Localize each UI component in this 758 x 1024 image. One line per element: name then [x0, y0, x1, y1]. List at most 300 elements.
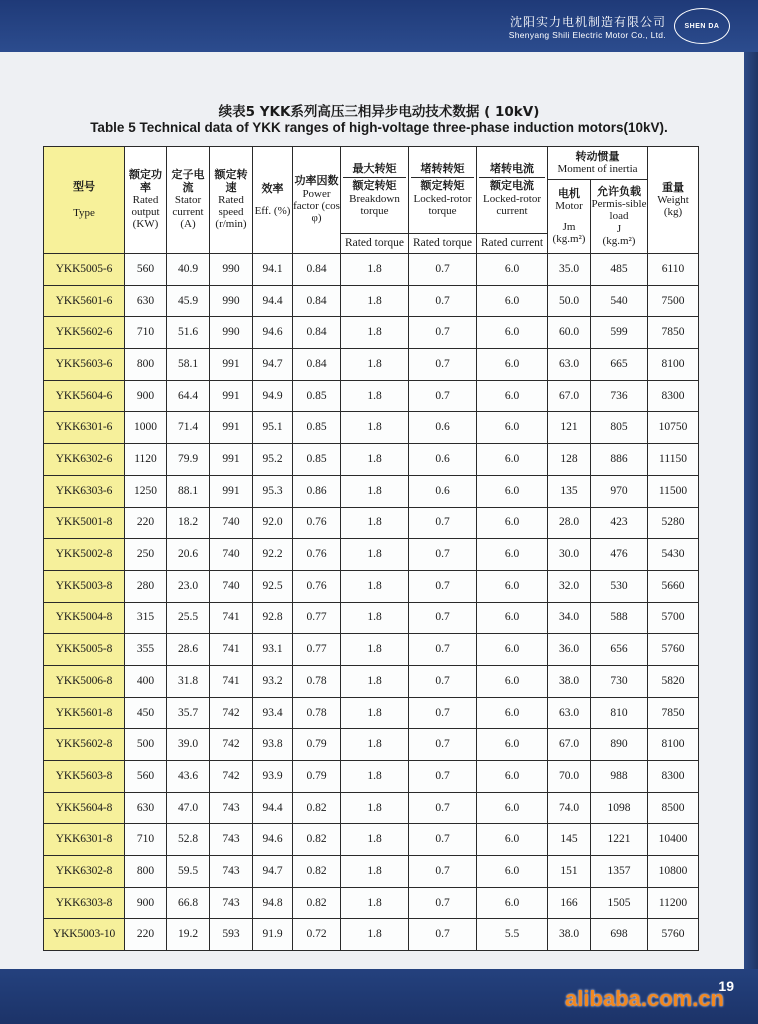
- cell-model: YKK5603-6: [44, 349, 125, 381]
- table-row: [44, 349, 699, 381]
- cell-power-factor: 0.72: [293, 919, 341, 951]
- cell-locked-rotor-current: 6.0: [477, 761, 548, 793]
- cell-weight: 7500: [648, 285, 699, 317]
- cell-locked-rotor-current: 6.0: [477, 507, 548, 539]
- cell-efficiency: 94.4: [253, 792, 293, 824]
- cell-locked-rotor-torque: 0.7: [409, 602, 477, 634]
- cell-stator-current: 35.7: [167, 697, 210, 729]
- cell-motor-inertia: 74.0: [548, 792, 591, 824]
- header-locked-current-rated: Rated current: [477, 234, 548, 254]
- cell-breakdown-torque: 1.8: [341, 285, 409, 317]
- cell-efficiency: 94.4: [253, 285, 293, 317]
- cell-model: YKK6301-8: [44, 824, 125, 856]
- cell-rated-output: 900: [125, 887, 167, 919]
- cell-breakdown-torque: 1.8: [341, 444, 409, 476]
- cell-power-factor: 0.82: [293, 824, 341, 856]
- cell-locked-rotor-current: 6.0: [477, 665, 548, 697]
- cell-locked-rotor-torque: 0.7: [409, 349, 477, 381]
- table-row: [44, 444, 699, 476]
- cell-power-factor: 0.84: [293, 254, 341, 286]
- cell-weight: 5820: [648, 665, 699, 697]
- cell-rated-output: 400: [125, 665, 167, 697]
- watermark: alibaba.com.cn: [565, 986, 724, 1011]
- cell-efficiency: 91.9: [253, 919, 293, 951]
- cell-rated-speed: 743: [210, 887, 253, 919]
- cell-weight: 10800: [648, 856, 699, 888]
- cell-rated-speed: 743: [210, 824, 253, 856]
- cell-model: YKK5005-6: [44, 254, 125, 286]
- table-row: [44, 856, 699, 888]
- cell-rated-speed: 991: [210, 380, 253, 412]
- cell-efficiency: 93.4: [253, 697, 293, 729]
- cell-stator-current: 79.9: [167, 444, 210, 476]
- cell-efficiency: 94.7: [253, 349, 293, 381]
- cell-locked-rotor-current: 6.0: [477, 444, 548, 476]
- cell-weight: 5700: [648, 602, 699, 634]
- cell-rated-output: 710: [125, 317, 167, 349]
- table-row: [44, 285, 699, 317]
- cell-motor-inertia: 166: [548, 887, 591, 919]
- cell-permissible-load: 1221: [591, 824, 648, 856]
- cell-stator-current: 28.6: [167, 634, 210, 666]
- company-name-en: Shenyang Shili Electric Motor Co., Ltd.: [508, 30, 666, 40]
- company-logo: SHEN DA: [674, 8, 730, 44]
- cell-model: YKK5001-8: [44, 507, 125, 539]
- cell-rated-speed: 741: [210, 602, 253, 634]
- cell-locked-rotor-torque: 0.7: [409, 856, 477, 888]
- table-row: [44, 602, 699, 634]
- table-row: [44, 919, 699, 951]
- cell-weight: 8100: [648, 729, 699, 761]
- cell-model: YKK6302-8: [44, 856, 125, 888]
- cell-locked-rotor-current: 6.0: [477, 729, 548, 761]
- cell-weight: 10400: [648, 824, 699, 856]
- cell-efficiency: 94.9: [253, 380, 293, 412]
- technical-data-table: [43, 146, 699, 951]
- cell-motor-inertia: 63.0: [548, 349, 591, 381]
- cell-power-factor: 0.76: [293, 570, 341, 602]
- cell-permissible-load: 485: [591, 254, 648, 286]
- cell-model: YKK5003-8: [44, 570, 125, 602]
- cell-rated-speed: 740: [210, 539, 253, 571]
- cell-locked-rotor-current: 6.0: [477, 254, 548, 286]
- cell-power-factor: 0.77: [293, 634, 341, 666]
- header-locked-rotor-current: 堵转电流 额定电流 Locked-rotor current: [477, 147, 548, 234]
- cell-locked-rotor-current: 6.0: [477, 602, 548, 634]
- cell-rated-output: 1120: [125, 444, 167, 476]
- cell-stator-current: 39.0: [167, 729, 210, 761]
- cell-efficiency: 94.6: [253, 317, 293, 349]
- cell-model: YKK6302-6: [44, 444, 125, 476]
- cell-stator-current: 20.6: [167, 539, 210, 571]
- header-power-factor: 功率因数 Power factor (cos φ): [293, 147, 341, 254]
- table-row: [44, 539, 699, 571]
- table-row: [44, 475, 699, 507]
- cell-permissible-load: 810: [591, 697, 648, 729]
- cell-rated-speed: 990: [210, 254, 253, 286]
- table-row: [44, 665, 699, 697]
- cell-efficiency: 93.8: [253, 729, 293, 761]
- cell-breakdown-torque: 1.8: [341, 412, 409, 444]
- cell-efficiency: 93.9: [253, 761, 293, 793]
- cell-locked-rotor-current: 6.0: [477, 412, 548, 444]
- cell-model: YKK5601-6: [44, 285, 125, 317]
- cell-weight: 11500: [648, 475, 699, 507]
- cell-permissible-load: 1505: [591, 887, 648, 919]
- cell-motor-inertia: 34.0: [548, 602, 591, 634]
- cell-power-factor: 0.86: [293, 475, 341, 507]
- cell-locked-rotor-torque: 0.7: [409, 380, 477, 412]
- cell-locked-rotor-current: 6.0: [477, 317, 548, 349]
- cell-stator-current: 66.8: [167, 887, 210, 919]
- cell-breakdown-torque: 1.8: [341, 887, 409, 919]
- cell-rated-speed: 743: [210, 856, 253, 888]
- header-efficiency: 效率 Eff. (%): [253, 147, 293, 254]
- cell-model: YKK6303-8: [44, 887, 125, 919]
- table-row: [44, 761, 699, 793]
- cell-power-factor: 0.76: [293, 507, 341, 539]
- cell-motor-inertia: 67.0: [548, 729, 591, 761]
- cell-stator-current: 59.5: [167, 856, 210, 888]
- cell-rated-speed: 742: [210, 761, 253, 793]
- cell-breakdown-torque: 1.8: [341, 856, 409, 888]
- cell-locked-rotor-torque: 0.7: [409, 824, 477, 856]
- cell-locked-rotor-torque: 0.7: [409, 919, 477, 951]
- cell-breakdown-torque: 1.8: [341, 634, 409, 666]
- cell-breakdown-torque: 1.8: [341, 380, 409, 412]
- cell-rated-output: 315: [125, 602, 167, 634]
- table-row: [44, 507, 699, 539]
- header-motor-inertia: 电机 Motor Jm (kg.m²): [548, 180, 591, 254]
- cell-weight: 5280: [648, 507, 699, 539]
- cell-rated-speed: 742: [210, 729, 253, 761]
- cell-model: YKK5006-8: [44, 665, 125, 697]
- cell-permissible-load: 588: [591, 602, 648, 634]
- cell-weight: 7850: [648, 697, 699, 729]
- cell-weight: 5760: [648, 634, 699, 666]
- cell-stator-current: 88.1: [167, 475, 210, 507]
- table-body: [44, 254, 699, 951]
- cell-permissible-load: 1098: [591, 792, 648, 824]
- cell-stator-current: 58.1: [167, 349, 210, 381]
- cell-stator-current: 40.9: [167, 254, 210, 286]
- company-name-cn: 沈阳实力电机制造有限公司: [509, 15, 666, 29]
- cell-breakdown-torque: 1.8: [341, 349, 409, 381]
- cell-model: YKK5604-8: [44, 792, 125, 824]
- cell-motor-inertia: 28.0: [548, 507, 591, 539]
- cell-stator-current: 18.2: [167, 507, 210, 539]
- cell-breakdown-torque: 1.8: [341, 919, 409, 951]
- table-row: [44, 317, 699, 349]
- cell-rated-output: 710: [125, 824, 167, 856]
- header-rated-output: 额定功率 Rated output (KW): [125, 147, 167, 254]
- cell-rated-output: 900: [125, 380, 167, 412]
- header-permissible-load: 允许负载 Permis-sible load J (kg.m²): [591, 180, 648, 254]
- cell-model: YKK6303-6: [44, 475, 125, 507]
- cell-rated-speed: 991: [210, 412, 253, 444]
- table-row: [44, 887, 699, 919]
- page-number: 19: [718, 978, 734, 994]
- table-row: [44, 570, 699, 602]
- cell-breakdown-torque: 1.8: [341, 539, 409, 571]
- cell-rated-speed: 740: [210, 507, 253, 539]
- cell-permissible-load: 805: [591, 412, 648, 444]
- cell-rated-output: 800: [125, 349, 167, 381]
- header-moment-of-inertia: 转动惯量 Moment of inertia: [548, 147, 648, 180]
- cell-rated-speed: 743: [210, 792, 253, 824]
- cell-locked-rotor-torque: 0.7: [409, 254, 477, 286]
- cell-stator-current: 52.8: [167, 824, 210, 856]
- cell-locked-rotor-current: 6.0: [477, 539, 548, 571]
- table-row: [44, 412, 699, 444]
- cell-stator-current: 47.0: [167, 792, 210, 824]
- cell-power-factor: 0.82: [293, 856, 341, 888]
- cell-weight: 11150: [648, 444, 699, 476]
- cell-rated-speed: 991: [210, 349, 253, 381]
- cell-permissible-load: 988: [591, 761, 648, 793]
- cell-motor-inertia: 50.0: [548, 285, 591, 317]
- cell-rated-output: 450: [125, 697, 167, 729]
- cell-locked-rotor-current: 6.0: [477, 380, 548, 412]
- cell-permissible-load: 698: [591, 919, 648, 951]
- cell-weight: 6110: [648, 254, 699, 286]
- cell-efficiency: 94.1: [253, 254, 293, 286]
- cell-rated-output: 800: [125, 856, 167, 888]
- cell-motor-inertia: 121: [548, 412, 591, 444]
- table-row: [44, 697, 699, 729]
- cell-rated-speed: 991: [210, 444, 253, 476]
- table-row: [44, 824, 699, 856]
- cell-breakdown-torque: 1.8: [341, 475, 409, 507]
- cell-weight: 11200: [648, 887, 699, 919]
- cell-model: YKK5002-8: [44, 539, 125, 571]
- cell-power-factor: 0.84: [293, 349, 341, 381]
- cell-rated-speed: 990: [210, 317, 253, 349]
- table-title-en: Table 5 Technical data of YKK ranges of high-voltage three-phase induction motors(10kV).: [90, 120, 668, 135]
- cell-motor-inertia: 70.0: [548, 761, 591, 793]
- cell-locked-rotor-current: 6.0: [477, 824, 548, 856]
- table-row: [44, 729, 699, 761]
- cell-efficiency: 95.3: [253, 475, 293, 507]
- cell-efficiency: 94.6: [253, 824, 293, 856]
- cell-locked-rotor-torque: 0.7: [409, 285, 477, 317]
- cell-power-factor: 0.79: [293, 729, 341, 761]
- cell-locked-rotor-current: 6.0: [477, 697, 548, 729]
- cell-permissible-load: 530: [591, 570, 648, 602]
- cell-locked-rotor-current: 6.0: [477, 349, 548, 381]
- cell-power-factor: 0.78: [293, 665, 341, 697]
- cell-rated-output: 220: [125, 919, 167, 951]
- right-edge-strip: [744, 52, 758, 1024]
- cell-locked-rotor-torque: 0.7: [409, 697, 477, 729]
- cell-locked-rotor-torque: 0.7: [409, 665, 477, 697]
- cell-stator-current: 51.6: [167, 317, 210, 349]
- cell-breakdown-torque: 1.8: [341, 729, 409, 761]
- cell-weight: 8300: [648, 380, 699, 412]
- cell-rated-output: 355: [125, 634, 167, 666]
- cell-locked-rotor-torque: 0.7: [409, 792, 477, 824]
- cell-efficiency: 93.1: [253, 634, 293, 666]
- cell-power-factor: 0.85: [293, 380, 341, 412]
- cell-motor-inertia: 151: [548, 856, 591, 888]
- cell-motor-inertia: 38.0: [548, 665, 591, 697]
- cell-locked-rotor-current: 6.0: [477, 792, 548, 824]
- cell-rated-speed: 991: [210, 475, 253, 507]
- cell-rated-output: 280: [125, 570, 167, 602]
- cell-rated-speed: 741: [210, 665, 253, 697]
- cell-permissible-load: 886: [591, 444, 648, 476]
- cell-permissible-load: 1357: [591, 856, 648, 888]
- cell-rated-output: 220: [125, 507, 167, 539]
- cell-power-factor: 0.79: [293, 761, 341, 793]
- cell-breakdown-torque: 1.8: [341, 570, 409, 602]
- cell-rated-speed: 740: [210, 570, 253, 602]
- cell-permissible-load: 736: [591, 380, 648, 412]
- cell-locked-rotor-torque: 0.6: [409, 412, 477, 444]
- cell-rated-output: 250: [125, 539, 167, 571]
- cell-motor-inertia: 128: [548, 444, 591, 476]
- cell-permissible-load: 970: [591, 475, 648, 507]
- cell-locked-rotor-torque: 0.7: [409, 761, 477, 793]
- cell-locked-rotor-current: 5.5: [477, 919, 548, 951]
- cell-stator-current: 43.6: [167, 761, 210, 793]
- cell-model: YKK5602-8: [44, 729, 125, 761]
- cell-locked-rotor-torque: 0.6: [409, 444, 477, 476]
- cell-stator-current: 71.4: [167, 412, 210, 444]
- cell-efficiency: 92.5: [253, 570, 293, 602]
- cell-efficiency: 94.7: [253, 856, 293, 888]
- header-rated-speed: 额定转速 Rated speed (r/min): [210, 147, 253, 254]
- cell-motor-inertia: 38.0: [548, 919, 591, 951]
- cell-locked-rotor-current: 6.0: [477, 887, 548, 919]
- header-type: 型号 Type: [44, 147, 125, 254]
- cell-power-factor: 0.77: [293, 602, 341, 634]
- cell-stator-current: 19.2: [167, 919, 210, 951]
- cell-model: YKK5003-10: [44, 919, 125, 951]
- cell-efficiency: 95.1: [253, 412, 293, 444]
- cell-rated-output: 1250: [125, 475, 167, 507]
- cell-stator-current: 45.9: [167, 285, 210, 317]
- cell-locked-rotor-current: 6.0: [477, 285, 548, 317]
- cell-rated-output: 630: [125, 285, 167, 317]
- cell-locked-rotor-torque: 0.6: [409, 475, 477, 507]
- header-breakdown-torque: 最大转矩 额定转矩 Breakdown torque: [341, 147, 409, 234]
- cell-rated-speed: 593: [210, 919, 253, 951]
- cell-rated-output: 500: [125, 729, 167, 761]
- cell-model: YKK5005-8: [44, 634, 125, 666]
- table-row: [44, 792, 699, 824]
- cell-motor-inertia: 36.0: [548, 634, 591, 666]
- cell-rated-speed: 741: [210, 634, 253, 666]
- table-row: [44, 380, 699, 412]
- cell-breakdown-torque: 1.8: [341, 254, 409, 286]
- cell-model: YKK5602-6: [44, 317, 125, 349]
- cell-locked-rotor-torque: 0.7: [409, 507, 477, 539]
- cell-motor-inertia: 145: [548, 824, 591, 856]
- cell-efficiency: 92.2: [253, 539, 293, 571]
- cell-breakdown-torque: 1.8: [341, 602, 409, 634]
- cell-permissible-load: 890: [591, 729, 648, 761]
- top-header-band: [0, 0, 758, 52]
- cell-power-factor: 0.84: [293, 317, 341, 349]
- cell-permissible-load: 730: [591, 665, 648, 697]
- cell-locked-rotor-current: 6.0: [477, 634, 548, 666]
- cell-rated-output: 1000: [125, 412, 167, 444]
- cell-locked-rotor-current: 6.0: [477, 475, 548, 507]
- cell-motor-inertia: 67.0: [548, 380, 591, 412]
- cell-weight: 8500: [648, 792, 699, 824]
- cell-permissible-load: 476: [591, 539, 648, 571]
- cell-model: YKK5004-8: [44, 602, 125, 634]
- table-row: [44, 254, 699, 286]
- cell-power-factor: 0.82: [293, 792, 341, 824]
- cell-model: YKK5601-8: [44, 697, 125, 729]
- cell-locked-rotor-torque: 0.7: [409, 539, 477, 571]
- cell-weight: 5760: [648, 919, 699, 951]
- cell-efficiency: 95.2: [253, 444, 293, 476]
- cell-weight: 8100: [648, 349, 699, 381]
- cell-rated-output: 630: [125, 792, 167, 824]
- header-weight: 重量 Weight (kg): [648, 147, 699, 254]
- cell-breakdown-torque: 1.8: [341, 792, 409, 824]
- cell-locked-rotor-current: 6.0: [477, 856, 548, 888]
- cell-breakdown-torque: 1.8: [341, 665, 409, 697]
- cell-permissible-load: 423: [591, 507, 648, 539]
- header-locked-rotor-torque: 堵转转矩 额定转矩 Locked-rotor torque: [409, 147, 477, 234]
- cell-permissible-load: 599: [591, 317, 648, 349]
- cell-locked-rotor-torque: 0.7: [409, 887, 477, 919]
- cell-locked-rotor-current: 6.0: [477, 570, 548, 602]
- cell-stator-current: 25.5: [167, 602, 210, 634]
- cell-stator-current: 31.8: [167, 665, 210, 697]
- cell-model: YKK6301-6: [44, 412, 125, 444]
- cell-stator-current: 23.0: [167, 570, 210, 602]
- cell-rated-output: 560: [125, 761, 167, 793]
- cell-permissible-load: 540: [591, 285, 648, 317]
- cell-power-factor: 0.85: [293, 412, 341, 444]
- cell-breakdown-torque: 1.8: [341, 507, 409, 539]
- header-locked-torque-rated: Rated torque: [409, 234, 477, 254]
- cell-locked-rotor-torque: 0.7: [409, 729, 477, 761]
- cell-rated-output: 560: [125, 254, 167, 286]
- cell-efficiency: 93.2: [253, 665, 293, 697]
- cell-efficiency: 92.0: [253, 507, 293, 539]
- cell-power-factor: 0.76: [293, 539, 341, 571]
- cell-efficiency: 94.8: [253, 887, 293, 919]
- cell-locked-rotor-torque: 0.7: [409, 634, 477, 666]
- cell-weight: 5660: [648, 570, 699, 602]
- cell-locked-rotor-torque: 0.7: [409, 570, 477, 602]
- header-breakdown-rated: Rated torque: [341, 234, 409, 254]
- cell-model: YKK5604-6: [44, 380, 125, 412]
- cell-motor-inertia: 135: [548, 475, 591, 507]
- cell-breakdown-torque: 1.8: [341, 697, 409, 729]
- cell-efficiency: 92.8: [253, 602, 293, 634]
- cell-model: YKK5603-8: [44, 761, 125, 793]
- cell-locked-rotor-torque: 0.7: [409, 317, 477, 349]
- cell-rated-speed: 990: [210, 285, 253, 317]
- cell-motor-inertia: 60.0: [548, 317, 591, 349]
- table-row: [44, 634, 699, 666]
- cell-breakdown-torque: 1.8: [341, 317, 409, 349]
- cell-motor-inertia: 63.0: [548, 697, 591, 729]
- cell-weight: 10750: [648, 412, 699, 444]
- cell-permissible-load: 656: [591, 634, 648, 666]
- cell-power-factor: 0.82: [293, 887, 341, 919]
- cell-motor-inertia: 35.0: [548, 254, 591, 286]
- cell-breakdown-torque: 1.8: [341, 824, 409, 856]
- cell-breakdown-torque: 1.8: [341, 761, 409, 793]
